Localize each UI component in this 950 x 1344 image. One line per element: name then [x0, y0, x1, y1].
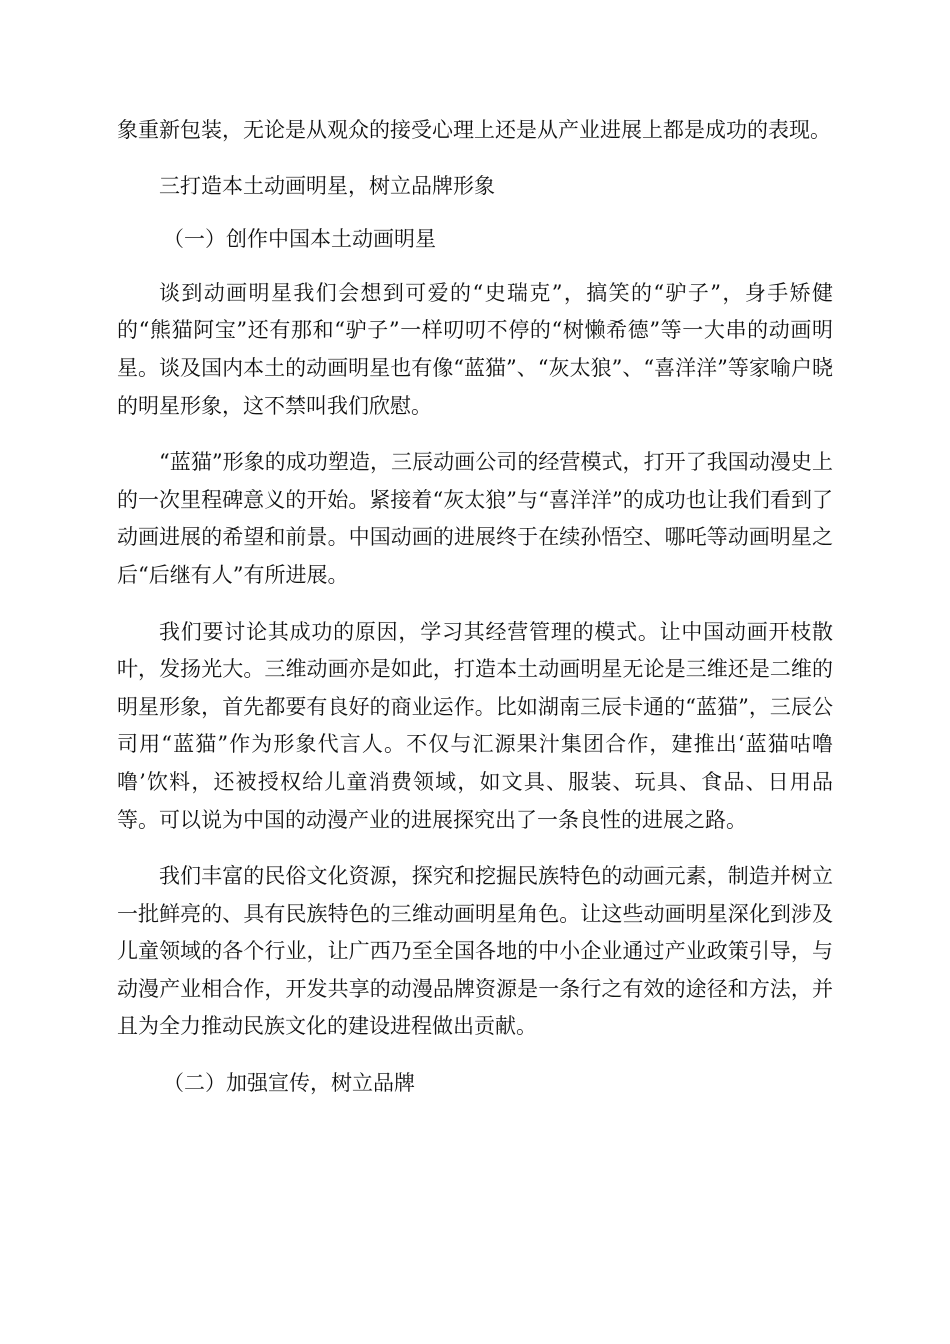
subsection-heading: （一）创作中国本土动画明星 [163, 227, 436, 252]
document-body [117, 112, 833, 1103]
paragraph-continuation: 象重新包装，无论是从观众的接受心理上还是从产业进展上都是成功的表现。 [117, 118, 831, 142]
body-paragraph: 我们丰富的民俗文化资源，探究和挖掘民族特色的动画元素，制造并树立一批鲜亮的、具有民族特色的三维动画明星角色。让这些动画明星深化到涉及儿童领域的各个行业，让广西乃至全国各地的中小企业通过产业政策引导，与动漫产业相合作，开发共享的动漫品牌资源是一条行之有效的途径和方法，并且为全力推动民族文化的建设进程做出贡献。 [117, 864, 833, 1039]
section-heading: 三打造本土动画明星，树立品牌形象 [159, 173, 495, 198]
body-paragraph: 谈到动画明星我们会想到可爱的“史瑞克”，搞笑的“驴子”，身手矫健的“熊猫阿宝”还有那和“驴子”一样叨叨不停的“树懒希德”等一大串的动画明星。谈及国内本土的动画明星也有像“蓝猫”、“灰太狼”、“喜洋洋”等家喻户晓的明星形象，这不禁叫我们欣慰。 [117, 280, 833, 418]
subsection-heading: （二）加强宣传，树立品牌 [163, 1071, 415, 1096]
body-paragraph: 我们要讨论其成功的原因，学习其经营管理的模式。让中国动画开枝散叶，发扬光大。三维动画亦是如此，打造本土动画明星无论是三维还是二维的明星形象，首先都要有良好的商业运作。比如湖南三辰卡通的“蓝猫”，三辰公司用“蓝猫”作为形象代言人。不仅与汇源果汁集团合作，建推出‘蓝猫咕噜噜’饮料，还被授权给儿童消费领域，如文具、服装、玩具、食品、日用品等。可以说为中国的动漫产业的进展探究出了一条良性的进展之路。 [117, 619, 833, 832]
body-paragraph: “蓝猫”形象的成功塑造，三辰动画公司的经营模式，打开了我国动漫史上的一次里程碑意义的开始。紧接着“灰太狼”与“喜洋洋”的成功也让我们看到了动画进展的希望和前景。中国动画的进展终于在续孙悟空、哪吒等动画明星之后“后继有人”有所进展。 [117, 450, 833, 587]
